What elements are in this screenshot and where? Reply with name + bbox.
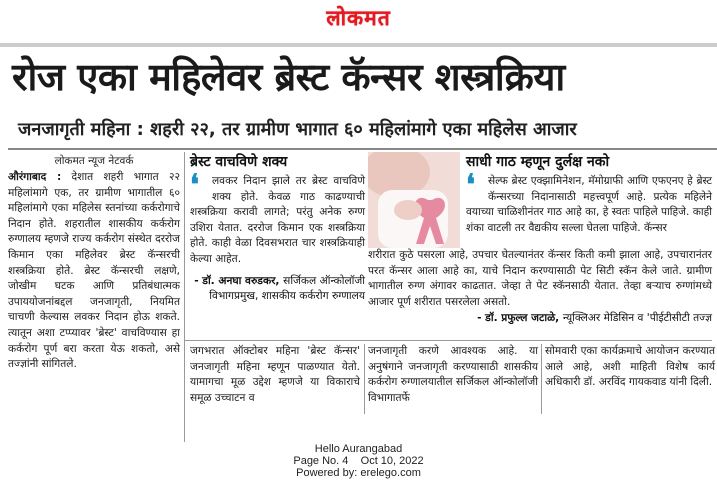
byline: लोकमत न्यूज नेटवर्क [54,155,134,167]
box-author-role: सर्जिकल ऑन्कोलॉजी विभागप्रमुख, शासकीय कर्करोग रुग्णालय [209,274,365,302]
bottom-column-1: जगभरात ऑक्टोबर महिना 'ब्रेस्ट कॅन्सर' जनजागृती महिना म्हणून पाळण्यात येतो. यामागचा मूळ उद्देश म्हणजे या विकाराचे समूळ उच्चाटन व [190,345,360,404]
page-footer [0,443,717,479]
right-box-text-top [466,168,712,236]
box-body: लवकर निदान झाले तर ब्रेस्ट वाचविणे शक्य होते. केवळ गाठ काढण्याची शस्त्रक्रिया करावी लागते; परंतु अनेक रुग्ण उशिरा येतात. दररोज किमान एक शस्त्रक्रिया होते. काही वेळा दिवसभरात चार शस्त्रक्रियाही केल्या आहेत. [190,175,365,265]
right-box-title: साधी गाठ म्हणून दुर्लक्ष नको [466,154,610,170]
right-box-text-full: शरीरात कुठे पसरला आहे, उपचार घेतल्यानंतर कॅन्सर किती कमी झाला आहे, उपचारानंतर परत कॅन्सर आला आहे का, याचे निदान करण्यासाठी पेट सिटी स्कॅन केले जाते. ग्रामीण भागातील रुग्ण अंगावर काढतात. जेव्हा ते पेट स्कॅनसाठी येतात. तेव्हा बऱ्याच रुग्णांमध्ये आजार पूर्ण शरीरात पसरलेला असतो. [368,249,712,308]
sidebar-box-breast-saving [190,152,365,304]
headline: रोज एका महिलेवर ब्रेस्ट कॅन्सर शस्त्रक्रिया [12,55,565,99]
column-divider [184,152,185,442]
subheadline: जनजागृती महिना : शहरी २२, तर ग्रामीण भागात ६० महिलांमागे एका महिलेस आजार [18,119,577,140]
bottom-column-3: सोमवारी एका कार्यक्रमाचे आयोजन करण्यात आले आहे, अशी माहिती विशेष कार्य अधिकारी डॉ. अरविंद गायकवाड यांनी दिली. [545,345,715,389]
bottom-column-2: जनजागृती करणे आवश्यक आहे. या अनुषंगाने जनजागृती करण्यासाठी शासकीय कर्करोग रुग्णालयातील सर्जिकल ऑन्कोलॉजी विभागातर्फे [368,345,538,404]
right-box-attribution [368,311,712,326]
box-author: - डॉ. अनघा वरुडकर, [194,274,280,287]
page-number: Page No. 4 [293,455,349,467]
right-box-author: - डॉ. प्रफुल्ल जटाळे, [477,312,560,325]
masthead [0,4,717,32]
box-text [190,168,365,268]
edition-name: Hello Aurangabad [314,443,403,455]
left-column-text [8,170,180,373]
box-title: ब्रेस्ट वाचविणे शक्य [190,154,288,170]
right-box-author-role: न्यूक्लिअर मेडिसिन व 'पीईटीसीटी तज्ज्ञ [562,312,712,325]
edition-date: Oct 10, 2022 [360,455,424,467]
pink-ribbon-photo [368,152,460,248]
dateline: औरंगाबाद : [8,171,62,183]
quote-icon: ❛ [466,168,476,201]
section-divider [185,340,712,341]
box-attribution [190,274,365,304]
column-divider [364,344,365,414]
column-divider [541,344,542,414]
lokmat-logo: लोकमत [326,5,391,30]
right-box-body-top: सेल्फ ब्रेस्ट एक्झामिनेशन, मॅमोग्राफी आणि एफएनए हे ब्रेस्ट कॅन्सरच्या निदानासाठी महत्त्वपूर्ण आहे. प्रत्येक महिलेने वयाच्या चाळिशीनंतर गाठ आहे का, हे स्वतः पाहिले पाहिजे. काही शंका वाटली तर वैद्यकीय सल्ला घेतला पाहिजे. कॅन्सर [466,175,712,234]
left-column [8,152,180,373]
powered-by: Powered by: erelego.com [296,467,421,479]
quote-icon: ❛ [190,168,200,201]
sidebar-box-dont-ignore [466,152,712,236]
subhead-rule [8,148,717,150]
right-box-continuation [368,248,712,326]
left-column-body: देशात शहरी भागात २२ महिलांमागे एक, तर ग्रामीण भागातील ६० महिलांमागे एका महिलेस स्तनांच्या कर्करोगाचे निदान होते. शहरातील शासकीय कर्करोग रुग्णालय म्हणजे राज्य कर्करोग संस्थेत दररोज किमान एका महिलेवर ब्रेस्ट कॅन्सरची शस्त्रक्रिया होते. ब्रेस्ट कॅन्सरची लक्षणे, जोखीम घटक आणि प्रतिबंधात्मक उपाययोजनांबद्दल जनजागृती, नियमित चाचणी केल्यास लवकर निदान होऊ शकते. त्यातून अशा टप्प्यावर 'ब्रेस्ट' वाचविण्यास हा कर्करोग पूर्ण बरा करता येऊ शकतो, असे तज्ज्ञांनी सांगितले. [8,171,180,371]
masthead-rule [0,43,717,47]
page-info [0,455,717,467]
